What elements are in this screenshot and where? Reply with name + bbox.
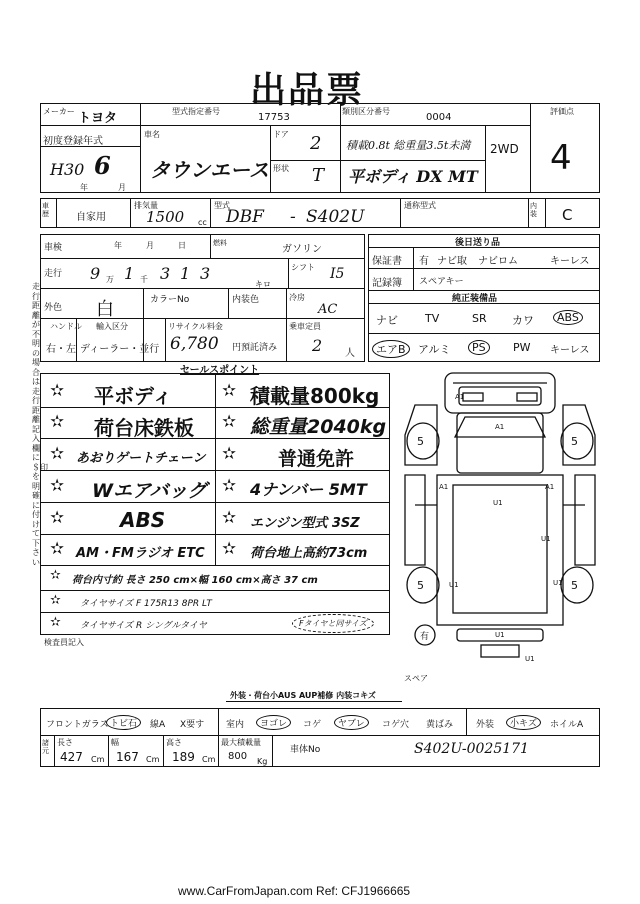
- length-label: 長さ: [57, 738, 73, 747]
- import-value: ディーラー・並行: [80, 344, 160, 355]
- cc-unit: cc: [198, 218, 207, 227]
- height-label: 高さ: [166, 738, 182, 747]
- car-name: タウンエース: [150, 158, 269, 182]
- km-label: キロ: [255, 280, 271, 289]
- color-value: 白: [96, 299, 114, 320]
- page-title: 出品票: [250, 69, 365, 111]
- damage-mark: A1: [495, 423, 505, 431]
- interior-burn-hole: コゲ穴: [382, 720, 410, 730]
- mileage-label: 走行: [44, 269, 63, 279]
- sales-point-right-2: 総重量2040kg: [250, 416, 387, 438]
- interior-burn: コゲ: [303, 720, 322, 730]
- sales-point-left-1: 平ボディ: [94, 384, 173, 408]
- chassis-value: S402U-0025171: [414, 741, 529, 757]
- model-label: 型式: [214, 201, 230, 210]
- star-icon: ✫: [50, 568, 61, 583]
- damage-mark: U1: [449, 581, 459, 589]
- mileage-unit-sen: 千: [140, 275, 148, 284]
- width-value: 167: [116, 750, 139, 764]
- equip-navi: ナビ: [376, 314, 398, 327]
- sales-tire-note: Fタイヤと同サイズ: [292, 614, 374, 633]
- equip-leather: カワ: [512, 314, 534, 327]
- exterior-note: 外装・荷台小AUS AUP補修 内装コキズ: [230, 691, 376, 700]
- star-icon: ✫: [222, 381, 237, 401]
- car-name-label: 車名: [144, 130, 160, 139]
- color-no-label: カラーNo: [150, 295, 190, 305]
- grade-label: 評価点: [550, 107, 574, 116]
- glass-line: 線A: [150, 720, 166, 730]
- sales-point-left-2: 荷台床鉄板: [94, 416, 194, 440]
- fuel-value: ガソリン: [282, 244, 322, 255]
- damage-mark: A1: [545, 483, 555, 491]
- int-color-label: 内装色: [232, 295, 260, 305]
- equip-title: 純正装備品: [452, 294, 498, 304]
- door-label: ドア: [273, 130, 289, 139]
- length-value: 427: [60, 750, 83, 764]
- star-icon: ✫: [50, 539, 65, 559]
- mileage-unit-man: 万: [106, 275, 114, 284]
- side-note: 走行距離が不明の場合は走行距離記入欄に＄印を明確に付けて下さい: [32, 282, 48, 567]
- shaken-label: 車検: [44, 243, 63, 253]
- import-label: 輸入区分: [96, 322, 128, 331]
- vehicle-damage-diagram: [395, 365, 610, 685]
- drive-value: 2WD: [490, 142, 519, 156]
- star-icon: ✫: [50, 508, 65, 528]
- ac-value: AC: [318, 302, 338, 317]
- sales-tire-rear: タイヤサイズ R シングルタイヤ: [80, 621, 207, 631]
- mileage-digit-4: 1: [180, 264, 191, 283]
- star-icon: ✫: [222, 508, 237, 528]
- capacity-label: 乗車定員: [289, 322, 321, 331]
- shape-value: T: [312, 165, 325, 186]
- use-label: 車歴: [42, 202, 49, 218]
- month-unit: 月: [118, 183, 126, 192]
- tire-number: 5: [417, 579, 424, 592]
- shaken-year-unit: 年: [114, 241, 122, 250]
- sales-point-right-5: エンジン型式 3SZ: [250, 516, 360, 531]
- interior-tear: ヤブレ: [334, 715, 369, 730]
- interior-grade: C: [562, 206, 573, 224]
- chassis-label: 車体No: [290, 745, 321, 755]
- class-value: 0004: [426, 112, 452, 123]
- height-value: 189: [172, 750, 195, 764]
- interior-cond-label: 室内: [226, 720, 245, 730]
- star-icon: ✫: [50, 412, 65, 432]
- tire-number: 5: [571, 435, 578, 448]
- door-value: 2: [310, 133, 322, 154]
- star-icon: ✫: [50, 615, 61, 630]
- class-label: 類別区分番号: [342, 107, 390, 116]
- sales-point-left-4: Wエアバッグ: [92, 480, 207, 502]
- glass-label: フロントガラス: [46, 720, 109, 730]
- shape-label: 形状: [273, 164, 289, 173]
- equip-sr: SR: [472, 312, 487, 325]
- damage-mark: U1: [493, 499, 503, 507]
- star-icon: ✫: [222, 539, 237, 559]
- length-unit: Cm: [91, 755, 105, 764]
- docs-warranty: 保証書: [372, 256, 402, 267]
- fuel-label: 燃料: [213, 239, 227, 247]
- spare-label: スペア: [404, 674, 428, 683]
- tire-number: 5: [571, 579, 578, 592]
- shift-value: I5: [330, 266, 345, 282]
- star-icon: ✫: [50, 593, 61, 608]
- body-desc: 平ボディ DX MT: [348, 167, 478, 186]
- star-icon: ✫: [222, 476, 237, 496]
- shaken-month-unit: 月: [146, 241, 154, 250]
- tire-number: 5: [417, 435, 424, 448]
- star-icon: ✫: [50, 381, 65, 401]
- mileage-digit-1: 9: [90, 264, 101, 283]
- star-icon: ✫: [50, 444, 65, 464]
- cc-label: 排気量: [134, 201, 158, 210]
- weight-unit: Kg: [257, 757, 268, 766]
- color-label: 外色: [44, 303, 63, 313]
- sales-title: セールスポイント: [180, 365, 260, 376]
- weight-label: 最大積載量: [221, 738, 261, 747]
- docs-spare-key: スペアキー: [419, 277, 464, 287]
- ext-cond-label: 外装: [476, 720, 495, 730]
- sales-point-left-6: AM・FMラジオ ETC: [76, 546, 205, 561]
- model-prefix: DBF: [226, 207, 264, 227]
- weight-value: 800: [228, 751, 248, 762]
- year-unit: 年: [80, 183, 88, 192]
- glass-replace: X要す: [180, 720, 205, 730]
- star-icon: ✫: [50, 476, 65, 496]
- model-dash: -: [290, 207, 296, 227]
- equip-keyless: キーレス: [550, 345, 590, 356]
- damage-mark: U1: [525, 655, 535, 663]
- sales-point-right-6: 荷台地上高約73cm: [250, 546, 368, 561]
- model-value: S402U: [306, 207, 365, 227]
- maker-value: トヨタ: [78, 111, 118, 126]
- star-icon: ✫: [222, 412, 237, 432]
- footer-ref: www.CarFromJapan.com Ref: CFJ1966665: [178, 884, 411, 898]
- equip-tv: TV: [425, 312, 440, 325]
- glass-chip: トビ石: [106, 715, 141, 730]
- height-unit: Cm: [202, 755, 216, 764]
- recycle-value: 6,780: [170, 334, 219, 354]
- docs-record: 記録簿: [372, 278, 402, 289]
- damage-mark: U1: [541, 535, 551, 543]
- dims-label: 諸元: [42, 739, 49, 755]
- width-label: 幅: [111, 738, 119, 747]
- use-value: 自家用: [76, 212, 106, 223]
- shift-label: シフト: [291, 263, 315, 272]
- era-year: H30: [50, 160, 85, 179]
- damage-mark: U1: [495, 631, 505, 639]
- damage-mark: U1: [553, 579, 563, 587]
- ext-scratch: 小キズ: [506, 715, 541, 730]
- docs-warranty-has: 有: [419, 256, 429, 267]
- mileage-digit-3: 3: [160, 264, 171, 283]
- damage-mark: A1: [439, 483, 449, 491]
- docs-keyless: キーレス: [550, 256, 590, 267]
- ac-label: 冷房: [289, 293, 305, 302]
- sales-point-left-3: あおりゲートチェーン: [76, 451, 206, 466]
- spare-mark: 有: [420, 632, 430, 642]
- interior-label: 内装: [530, 202, 537, 218]
- cc-value: 1500: [146, 208, 185, 226]
- recycle-note: 円預託済み: [232, 343, 278, 353]
- capacity-value: 2: [312, 336, 323, 355]
- sales-point-left-5: ABS: [120, 508, 166, 532]
- load-desc: 積載0.8t 総重量3.5t未満: [346, 139, 471, 152]
- width-unit: Cm: [146, 755, 160, 764]
- equip-alloy: アルミ: [418, 343, 451, 356]
- type-cert-label: 型式指定番号: [172, 107, 220, 116]
- handle-label: ハンドル: [50, 322, 82, 331]
- equip-pw: PW: [513, 341, 531, 354]
- equip-airbag: エアB: [372, 340, 410, 358]
- recycle-label: リサイクル料金: [168, 322, 223, 331]
- mileage-digit-5: 3: [200, 264, 211, 283]
- first-reg-label: 初度登録年式: [43, 136, 103, 147]
- shaken-day-unit: 日: [178, 241, 186, 250]
- type-cert-value: 17753: [258, 112, 290, 123]
- docs-title: 後日送り品: [455, 238, 501, 248]
- sales-point-right-3: 普通免許: [278, 448, 355, 470]
- sales-tire-front: タイヤサイズ F 175R13 8PR LT: [80, 599, 212, 609]
- docs-navi: ナビ取: [437, 256, 467, 267]
- grade-type-label: 通称型式: [404, 201, 436, 210]
- capacity-unit: 人: [345, 348, 355, 359]
- interior-yellow: 黄ばみ: [426, 720, 454, 730]
- ext-wheel: ホイルA: [550, 720, 584, 730]
- handle-value: 右・左: [46, 344, 76, 355]
- inspector-label: 検査員記入: [44, 638, 84, 647]
- interior-dirt: ヨゴレ: [256, 715, 291, 730]
- damage-mark: A1: [455, 393, 465, 401]
- equip-ps: PS: [468, 340, 490, 355]
- sales-bed-dims: 荷台内寸約 長さ 250 cm×幅 160 cm×高さ 37 cm: [72, 575, 318, 586]
- reg-month: 6: [94, 151, 111, 180]
- maker-label: メーカー: [43, 107, 75, 116]
- equip-abs: ABS: [553, 310, 583, 325]
- sales-point-right-1: 積載量800kg: [250, 384, 380, 408]
- docs-navi-rom: ナビロム: [478, 256, 518, 267]
- sales-point-right-4: 4ナンバー 5MT: [250, 480, 367, 499]
- star-icon: ✫: [222, 444, 237, 464]
- mileage-digit-2: 1: [124, 264, 135, 283]
- grade-value: 4: [550, 138, 572, 178]
